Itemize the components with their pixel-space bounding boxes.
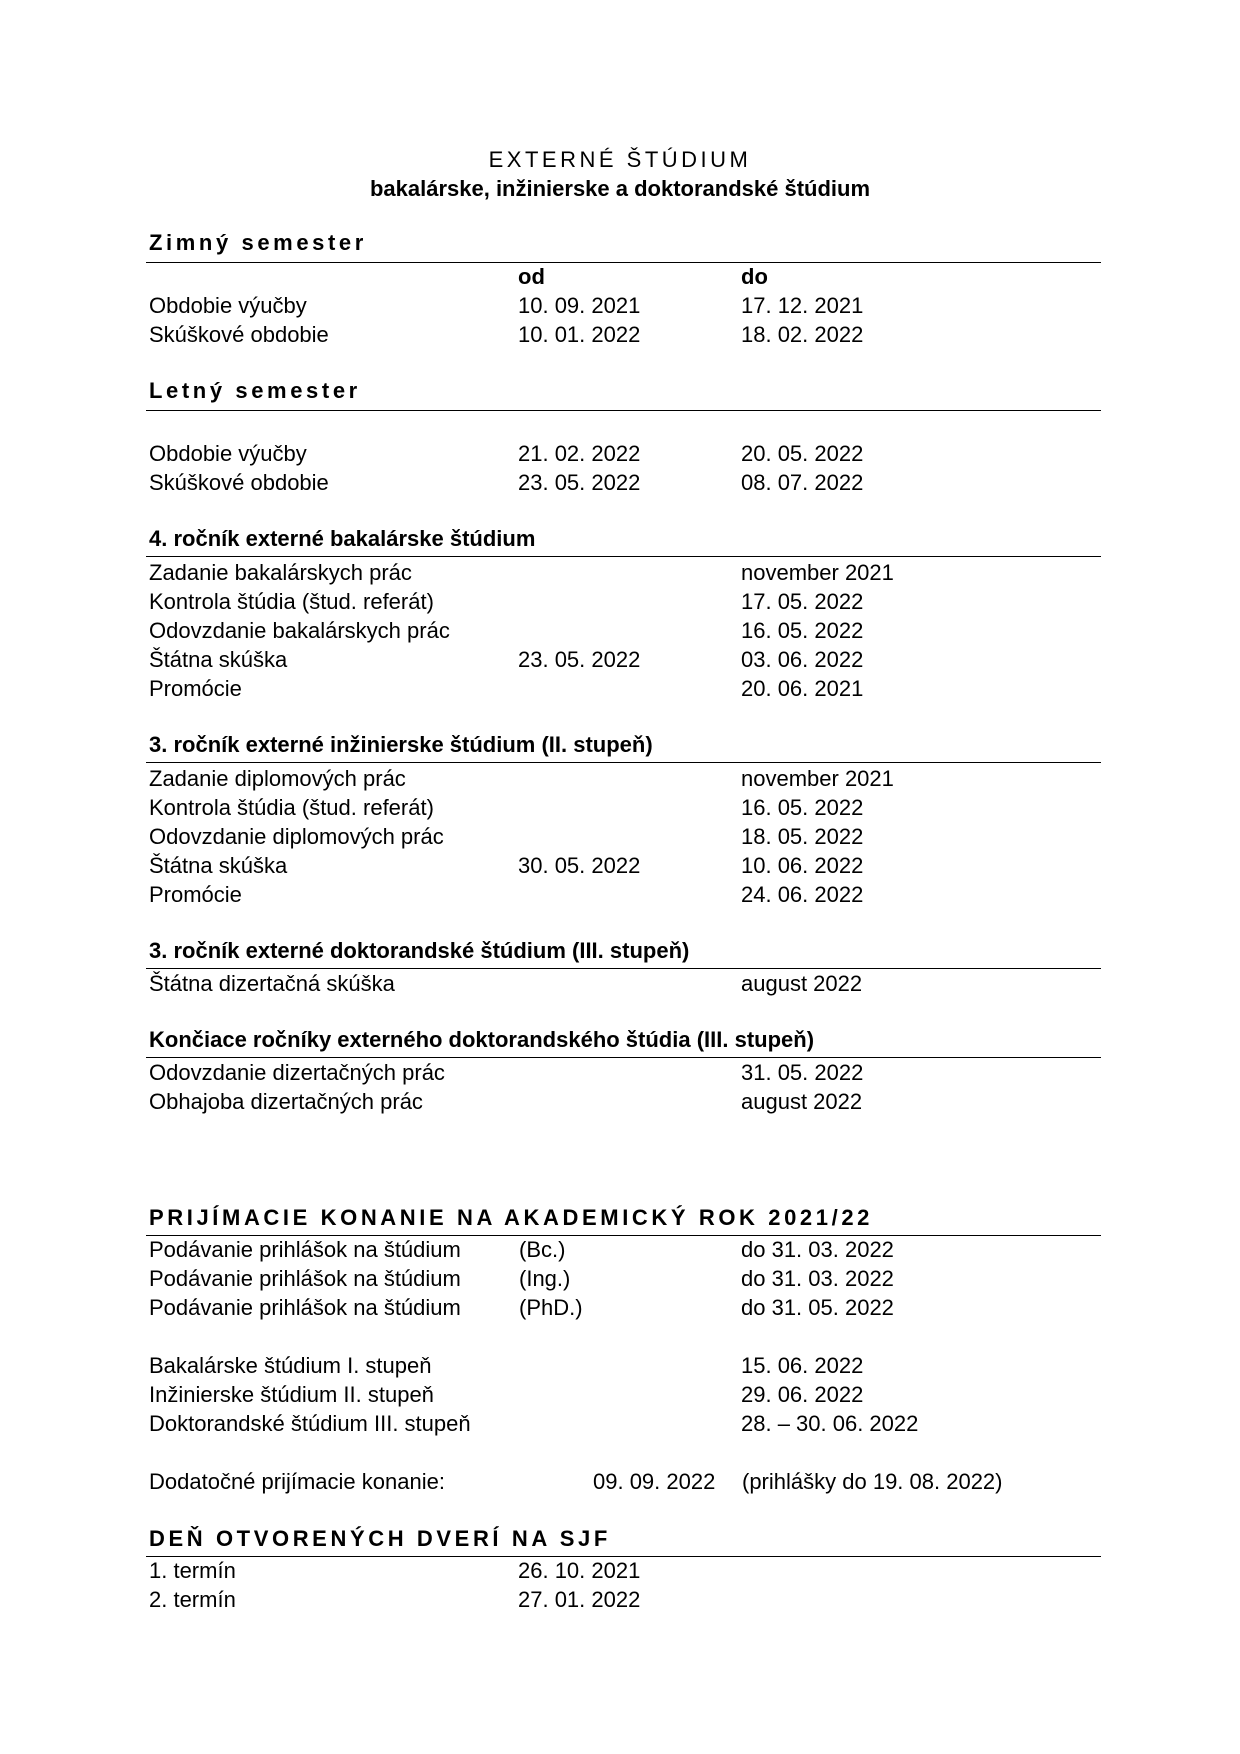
section-rule (146, 556, 1101, 557)
row-to-date: 24. 06. 2022 (741, 882, 864, 907)
row-to-date: 03. 06. 2022 (741, 647, 864, 672)
engineer-section-heading: 3. ročník externé inžinierske štúdium (II. stupeň) (149, 732, 653, 757)
table-row (0, 1236, 1240, 1264)
row-to-date: 10. 06. 2022 (741, 853, 864, 878)
row-to-date: 16. 05. 2022 (741, 618, 864, 643)
row-to-date: 18. 05. 2022 (741, 824, 864, 849)
row-date: 28. – 30. 06. 2022 (741, 1411, 919, 1436)
row-to-date: 20. 05. 2022 (741, 441, 864, 466)
table-row (0, 440, 1240, 468)
table-row (0, 675, 1240, 703)
row-label: 2. termín (149, 1587, 236, 1612)
table-row (0, 588, 1240, 616)
row-to-date: august 2022 (741, 1089, 863, 1114)
table-row (0, 1088, 1240, 1116)
doctoral-final-section-heading: Končiace ročníky externého doktorandského štúdia (III. stupeň) (149, 1027, 815, 1052)
additional-admission-note: (prihlášky do 19. 08. 2022) (742, 1469, 1003, 1494)
row-label: Štátna dizertačná skúška (149, 971, 395, 996)
row-deadline: do 31. 03. 2022 (741, 1237, 894, 1262)
table-row (0, 1265, 1240, 1293)
row-label: Skúškové obdobie (149, 470, 329, 495)
summer-semester-heading: Letný semester (149, 378, 361, 403)
row-from-date: 30. 05. 2022 (518, 853, 641, 878)
row-from-date: 10. 09. 2021 (518, 293, 641, 318)
row-from-date: 23. 05. 2022 (518, 470, 641, 495)
row-to-date: august 2022 (741, 971, 863, 996)
table-row (0, 1557, 1240, 1585)
row-label: Obhajoba dizertačných prác (149, 1089, 423, 1114)
row-label: Podávanie prihlášok na štúdium (149, 1237, 461, 1262)
table-row (0, 469, 1240, 497)
row-label: Podávanie prihlášok na štúdium (149, 1266, 461, 1291)
row-label: Zadanie bakalárskych prác (149, 560, 412, 585)
row-to-date: 20. 06. 2021 (741, 676, 864, 701)
table-row (0, 794, 1240, 822)
row-to-date: 17. 12. 2021 (741, 293, 864, 318)
table-row (0, 1352, 1240, 1380)
row-label: Zadanie diplomových prác (149, 766, 406, 791)
table-row (0, 1586, 1240, 1614)
table-row (0, 559, 1240, 587)
bachelor-section-heading: 4. ročník externé bakalárske štúdium (149, 526, 536, 551)
row-to-date: 16. 05. 2022 (741, 795, 864, 820)
column-to-label: do (741, 264, 768, 289)
doctoral-section-heading: 3. ročník externé doktorandské štúdium (III. stupeň) (149, 938, 690, 963)
row-date: 15. 06. 2022 (741, 1353, 864, 1378)
winter-column-header-row (0, 263, 1240, 291)
table-row (0, 1381, 1240, 1409)
row-to-date: 18. 02. 2022 (741, 322, 864, 347)
row-label: Odovzdanie dizertačných prác (149, 1060, 445, 1085)
table-row (0, 292, 1240, 320)
additional-admission-date: 09. 09. 2022 (593, 1469, 716, 1494)
row-label: 1. termín (149, 1558, 236, 1583)
row-label: Promócie (149, 882, 242, 907)
section-rule (146, 1057, 1101, 1058)
additional-admission-row (0, 1468, 1240, 1496)
document-title: EXTERNÉ ŠTÚDIUM (488, 147, 752, 172)
row-to-date: november 2021 (741, 766, 894, 791)
row-to-date: 17. 05. 2022 (741, 589, 864, 614)
open-day-heading: DEŇ OTVORENÝCH DVERÍ NA SJF (149, 1526, 611, 1551)
row-label: Obdobie výučby (149, 293, 307, 318)
row-level: (Bc.) (519, 1237, 566, 1262)
admission-heading: PRIJÍMACIE KONANIE NA AKADEMICKÝ ROK 2021/22 (149, 1205, 873, 1230)
section-rule (146, 762, 1101, 763)
table-row (0, 1410, 1240, 1438)
row-label: Doktorandské štúdium III. stupeň (149, 1411, 471, 1436)
row-label: Obdobie výučby (149, 441, 307, 466)
row-label: Kontrola štúdia (štud. referát) (149, 795, 434, 820)
row-label: Skúškové obdobie (149, 322, 329, 347)
additional-admission-label: Dodatočné prijímacie konanie: (149, 1469, 445, 1494)
table-row (0, 1294, 1240, 1322)
row-to-date: 31. 05. 2022 (741, 1060, 864, 1085)
table-row (0, 970, 1240, 998)
table-row (0, 823, 1240, 851)
winter-semester-heading: Zimný semester (149, 230, 367, 255)
row-label: Kontrola štúdia (štud. referát) (149, 589, 434, 614)
row-label: Odovzdanie bakalárskych prác (149, 618, 450, 643)
row-label: Promócie (149, 676, 242, 701)
row-label: Štátna skúška (149, 853, 288, 878)
table-row (0, 852, 1240, 880)
row-label: Bakalárske štúdium I. stupeň (149, 1353, 432, 1378)
row-date: 26. 10. 2021 (518, 1558, 641, 1583)
section-rule (146, 968, 1101, 969)
table-row (0, 1059, 1240, 1087)
section-rule (146, 410, 1101, 411)
row-date: 27. 01. 2022 (518, 1587, 641, 1612)
row-deadline: do 31. 03. 2022 (741, 1266, 894, 1291)
table-row (0, 765, 1240, 793)
row-label: Odovzdanie diplomových prác (149, 824, 444, 849)
row-to-date: november 2021 (741, 560, 894, 585)
column-from-label: od (518, 264, 545, 289)
row-from-date: 10. 01. 2022 (518, 322, 641, 347)
row-level: (PhD.) (519, 1295, 583, 1320)
table-row (0, 646, 1240, 674)
row-level: (Ing.) (519, 1266, 571, 1291)
table-row (0, 321, 1240, 349)
table-row (0, 881, 1240, 909)
row-label: Štátna skúška (149, 647, 288, 672)
document-subtitle: bakalárske, inžinierske a doktorandské štúdium (369, 176, 871, 201)
row-from-date: 23. 05. 2022 (518, 647, 641, 672)
row-deadline: do 31. 05. 2022 (741, 1295, 894, 1320)
row-to-date: 08. 07. 2022 (741, 470, 864, 495)
row-label: Podávanie prihlášok na štúdium (149, 1295, 461, 1320)
row-label: Inžinierske štúdium II. stupeň (149, 1382, 434, 1407)
row-date: 29. 06. 2022 (741, 1382, 864, 1407)
row-from-date: 21. 02. 2022 (518, 441, 641, 466)
table-row (0, 617, 1240, 645)
